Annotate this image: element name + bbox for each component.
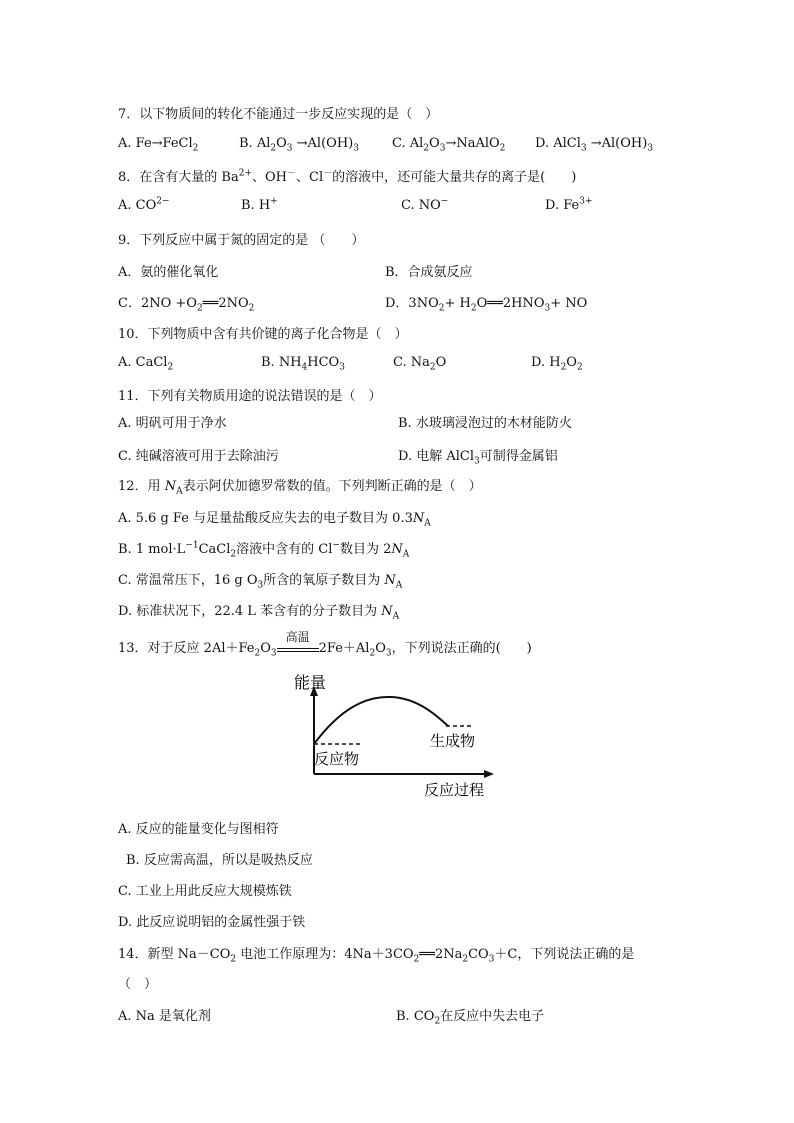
q11-option-b: B. 水玻璃浸泡过的木材能防火 [398, 416, 572, 431]
q9-option-b: B．合成氨反应 [385, 265, 473, 280]
x-axis-arrow [484, 770, 494, 778]
q10-option-c: C. $Na_2O$ [393, 355, 447, 373]
product-label: 生成物 [430, 732, 476, 750]
q13-option-b: B. 反应需高温，所以是吸热反应 [126, 853, 313, 868]
q8-option-b: B. H+ [241, 196, 278, 213]
q7-stem: 7．以下物质间的转化不能通过一步反应实现的是（ ） [118, 107, 439, 122]
q7-option-c: C. $Al_2O_3\to NaAlO_2$ [392, 136, 506, 154]
q8-option-c: C. NO− [401, 196, 449, 213]
q10-option-d: D. $H_2O_2$ [531, 355, 583, 373]
y-axis-label: 能量 [294, 673, 327, 692]
q14-option-a: A. Na 是氧化剂 [118, 1009, 211, 1024]
reactant-label: 反应物 [314, 750, 360, 768]
q7-option-b: B. $Al_2O_3 \to Al(OH)_3$ [239, 136, 359, 154]
q12-option-d: D. 标准状况下，22.4 L 苯含有的分子数目为 $N_A$ [118, 604, 400, 622]
q9-stem: 9．下列反应中属于氮的固定的是 （ ） [118, 233, 365, 248]
q11-stem: 11．下列有关物质用途的说法错误的是（ ） [118, 389, 382, 404]
q7-option-a: A. Fe→FeCl$_2$ [118, 136, 199, 154]
q12-option-a: A. 5.6 g Fe 与足量盐酸反应失去的电子数目为 $0.3N_A$ [118, 511, 431, 529]
q12-option-c: C. 常温常压下，16 g $O_3$所含的氧原子数目为 $N_A$ [118, 573, 403, 591]
x-axis-label: 反应过程 [424, 781, 485, 799]
q8-option-a: A. $CO^{2-}$ [118, 196, 170, 213]
energy-diagram [286, 668, 501, 803]
q13-stem: 13．对于反应 $2Al+Fe_2O_3$ 高温 $2Fe+Al_2O_3$，下列说法正确的( ) [118, 630, 532, 659]
q12-option-b: B. 1 $mol\cdot L^{-1}CaCl_2$溶液中含有的 Cl−数目为 $2N_A$ [118, 540, 410, 560]
q14-stem: 14．新型 $Na-CO_2$ 电池工作原理为：$4Na+3CO_2══2Na_2CO_3+C$，下列说法正确的是 [118, 947, 635, 965]
q13-option-d: D. 此反应说明铝的金属性强于铁 [118, 915, 306, 930]
q9-option-d: D．$3NO_2+$ $H_2O══2HNO_3+$ NO [385, 296, 588, 314]
q14-option-b: B. $CO_2$在反应中失去电子 [396, 1009, 545, 1027]
q9-option-c: C．$2NO +O_2══2NO_2$ [118, 296, 255, 314]
reaction-condition: 高温 [277, 642, 319, 652]
q11-option-c: C. 纯碱溶液可用于去除油污 [118, 449, 279, 464]
q13-option-c: C. 工业上用此反应大规模炼铁 [118, 884, 292, 899]
q14-answer-paren: （ ） [118, 977, 158, 992]
q7-option-d: D. AlCl$_3$ $\to Al(OH)_3$ [535, 136, 654, 154]
q10-stem: 10．下列物质中含有共价键的离子化合物是（ ） [118, 327, 408, 342]
q11-option-d: D. 电解 AlCl$_3$可制得金属铝 [398, 449, 558, 467]
q13-option-a: A. 反应的能量变化与图相符 [118, 822, 279, 837]
q10-option-b: B. $NH_4HCO_3$ [261, 355, 345, 373]
q11-option-a: A. 明矾可用于净水 [118, 416, 227, 431]
q12-stem: 12．用 $N_A$表示阿伏加德罗常数的值。下列判断正确的是（ ） [118, 479, 482, 497]
q9-option-a: A．氨的催化氧化 [118, 265, 219, 280]
q10-option-a: A. CaCl$_2$ [118, 355, 174, 373]
q8-stem: 8．在含有大量的 $Ba^{2+}$、OH－、Cl－的溶液中，还可能大量共存的离子是( ) [118, 168, 577, 185]
energy-curve [314, 697, 448, 744]
q8-option-d: D. $Fe^{3+}$ [545, 196, 593, 213]
